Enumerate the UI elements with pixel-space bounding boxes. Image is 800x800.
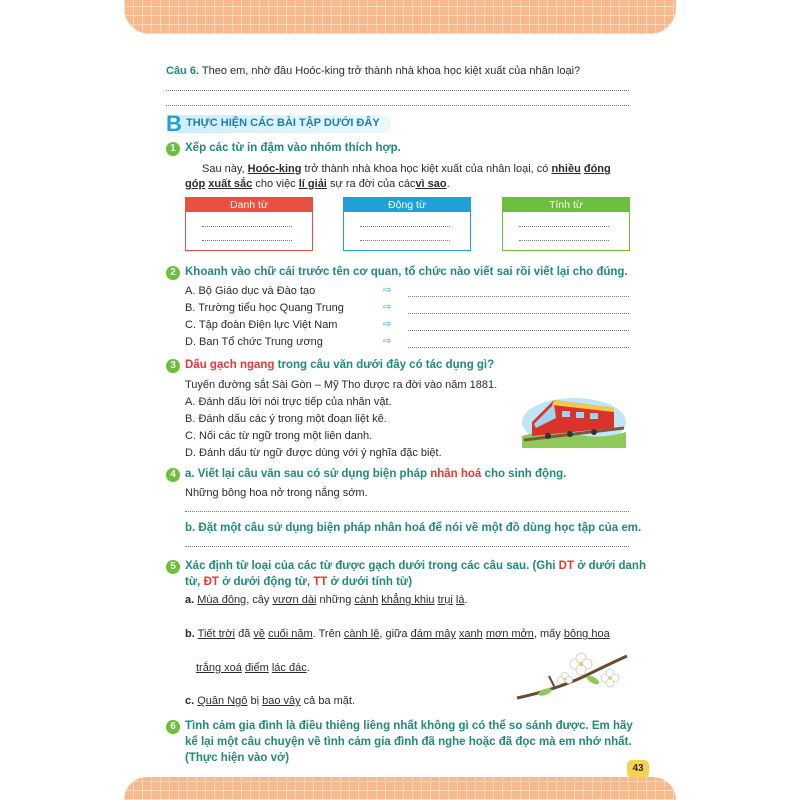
answer-line[interactable] <box>185 546 629 547</box>
arrow-right-icon: ⇨ <box>383 285 392 296</box>
exercise-4-number: 4 <box>166 468 180 482</box>
section-b-title: THỰC HIỆN CÁC BÀI TẬP DƯỚI ĐÂY <box>186 117 380 129</box>
question-6-label: Câu 6. <box>166 65 200 77</box>
exercise-2-prompt: Khoanh vào chữ cái trước tên cơ quan, tổ chức nào viết sai rồi viết lại cho đúng. <box>185 266 628 278</box>
box-line[interactable] <box>360 240 450 241</box>
arrow-right-icon: ⇨ <box>383 302 392 313</box>
exercise-5-number: 5 <box>166 560 180 574</box>
exercise-1-passage-line2: góp xuất sắc cho việc lí giải sự ra đời của cácvì sao. <box>185 178 450 190</box>
question-6-text: Theo em, nhờ đâu Hoóc-king trở thành nhà khoa học kiệt xuất của nhân loại? <box>201 65 581 77</box>
noun-box[interactable] <box>185 197 313 251</box>
exercise-1-prompt: Xếp các từ in đậm vào nhóm thích hợp. <box>185 142 401 154</box>
exercise-3-prompt: Dấu gạch ngang trong câu văn dưới đây có tác dụng gì? <box>185 359 495 371</box>
answer-line[interactable] <box>166 90 629 91</box>
box-line[interactable] <box>519 226 609 227</box>
question-6 <box>166 65 580 77</box>
exercise-5a-sentence: a. Mùa đông, cây vươn dài những cành khẳng khiu trụi lá. <box>185 594 468 606</box>
answer-line[interactable] <box>408 313 629 314</box>
exercise-2-number: 2 <box>166 266 180 280</box>
arrow-right-icon: ⇨ <box>383 336 392 347</box>
box-line[interactable] <box>202 240 292 241</box>
exercise-5c-sentence: c. Quân Ngô bị bao vây cả ba mặt. <box>185 695 356 707</box>
flower-branch-illustration <box>515 648 630 703</box>
exercise-5-prompt-line2: từ, ĐT ở dưới động từ, TT ở dưới tính từ) <box>185 576 413 588</box>
answer-line[interactable] <box>408 330 629 331</box>
answer-line[interactable] <box>408 296 629 297</box>
arrow-right-icon: ⇨ <box>383 319 392 330</box>
answer-line[interactable] <box>408 347 629 348</box>
exercise-3-sentence: Tuyến đường sắt Sài Gòn – Mỹ Tho được ra đời vào năm 1881. <box>185 379 498 391</box>
verb-box[interactable] <box>343 197 471 251</box>
exercise-6-prompt-line2: kể lại một câu chuyện về tình cảm gia đình đã nghe hoặc đã đọc mà em nhớ nhất. <box>185 736 632 748</box>
adjective-box[interactable] <box>502 197 630 251</box>
box-line[interactable] <box>202 226 292 227</box>
verb-box-header: Động từ <box>344 198 470 212</box>
answer-line[interactable] <box>166 105 629 106</box>
exercise-2-item-c[interactable]: C. Tập đoàn Điện lực Việt Nam <box>185 319 338 331</box>
exercise-3-option-a[interactable]: A. Đánh dấu lời nói trực tiếp của nhân vật. <box>185 396 392 408</box>
exercise-2-item-b[interactable]: B. Trường tiểu học Quang Trung <box>185 302 344 314</box>
exercise-6-number: 6 <box>166 720 180 734</box>
exercise-5b-sentence-line2: trắng xoá điểm lác đác. <box>196 662 310 674</box>
exercise-2-item-d[interactable]: D. Ban Tổ chức Trung ương <box>185 336 323 348</box>
exercise-1-number: 1 <box>166 142 180 156</box>
adjective-box-header: Tính từ <box>503 198 629 212</box>
exercise-3-option-b[interactable]: B. Đánh dấu các ý trong một đoạn liệt kê. <box>185 413 387 425</box>
train-illustration <box>518 378 630 448</box>
exercise-5-prompt-line1: Xác định từ loại của các từ được gạch dưới trong các câu sau. (Ghi DT ở dưới danh <box>185 560 646 572</box>
exercise-6-prompt-line1: Tình cảm gia đình là điều thiêng liêng nhất không gì có thể so sánh được. Em hãy <box>185 720 633 732</box>
exercise-4a-prompt: a. Viết lại câu văn sau có sử dụng biện pháp nhân hoá cho sinh động. <box>185 468 567 480</box>
exercise-3-number: 3 <box>166 359 180 373</box>
noun-box-header: Danh từ <box>186 198 312 212</box>
page-number: 43 <box>627 760 649 778</box>
box-line[interactable] <box>519 240 609 241</box>
section-b-letter: B <box>166 111 182 136</box>
exercise-2-item-a[interactable]: A. Bộ Giáo dục và Đào tạo <box>185 285 316 297</box>
exercise-4b-prompt: b. Đặt một câu sử dụng biện pháp nhân hoá để nói về một đồ dùng học tập của em. <box>185 522 642 534</box>
answer-line[interactable] <box>185 511 629 512</box>
exercise-4-sentence: Những bông hoa nở trong nắng sớm. <box>185 487 368 499</box>
top-decorative-band <box>124 0 676 34</box>
box-line[interactable] <box>360 226 450 227</box>
exercise-5b-sentence-line1: b. Tiết trời đã về cuối năm. Trên cành lê, giữa đám mây xanh mơn mởn, mấy bông hoa <box>185 628 610 640</box>
exercise-1-passage-line1: Sau này, Hoóc-king trở thành nhà khoa học kiệt xuất của nhân loại, có nhiều đóng <box>202 163 611 175</box>
exercise-3-option-d[interactable]: D. Đánh dấu từ ngữ được dùng với ý nghĩa đặc biệt. <box>185 447 442 459</box>
exercise-6-prompt-line3: (Thực hiện vào vở) <box>185 752 290 764</box>
exercise-3-option-c[interactable]: C. Nối các từ ngữ trong một liên danh. <box>185 430 373 442</box>
bottom-decorative-band <box>124 777 676 800</box>
